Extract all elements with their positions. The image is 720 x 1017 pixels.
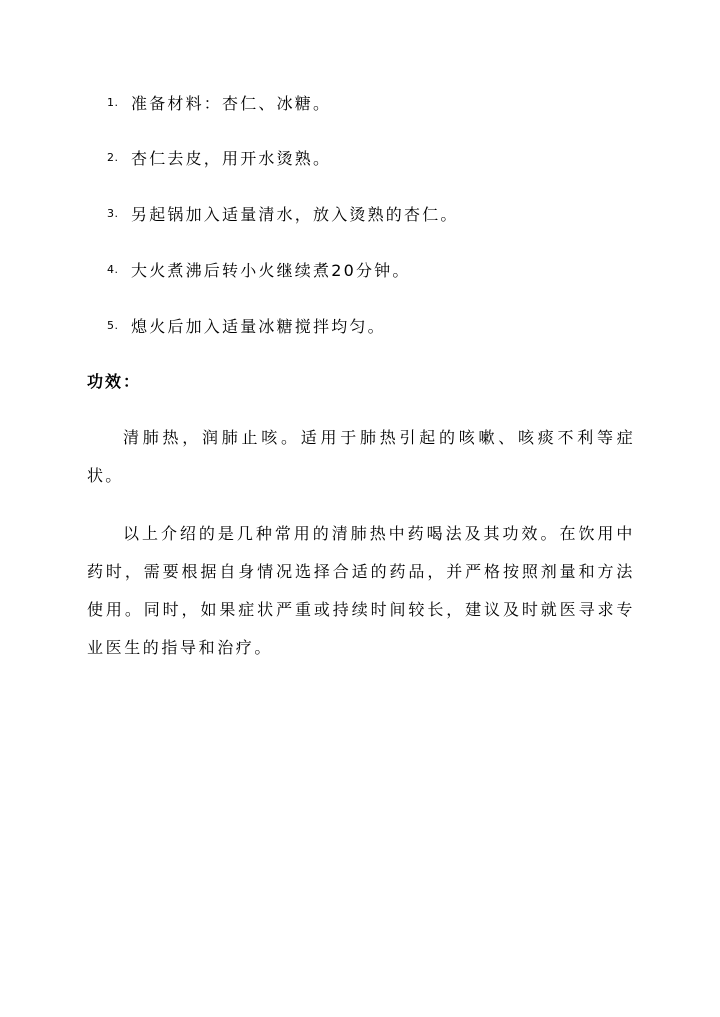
efficacy-heading: 功效： (87, 372, 142, 391)
step-text: 另起锅加入适量清水，放入烫熟的杏仁。 (131, 204, 459, 224)
step-item-4 (107, 257, 411, 281)
step-number: 5. (107, 318, 119, 332)
step-item-5 (107, 313, 386, 337)
step-item-1 (107, 90, 331, 114)
step-text: 大火煮沸后转小火继续煮20分钟。 (131, 260, 411, 280)
step-text: 杏仁去皮，用开水烫熟。 (131, 148, 332, 168)
step-number: 2. (107, 150, 119, 164)
step-number: 4. (107, 262, 119, 276)
efficacy-paragraph: 清肺热，润肺止咳。适用于肺热引起的咳嗽、咳痰不利等症状。 (87, 428, 635, 485)
step-text: 熄火后加入适量冰糖搅拌均匀。 (131, 316, 386, 336)
step-number: 3. (107, 206, 119, 220)
step-item-2 (107, 145, 331, 169)
step-number: 1. (107, 95, 119, 109)
step-text: 准备材料：杏仁、冰糖。 (131, 93, 332, 113)
conclusion-paragraph: 以上介绍的是几种常用的清肺热中药喝法及其功效。在饮用中药时，需要根据自身情况选择合适的药品，并严格按照剂量和方法使用。同时，如果症状严重或持续时间较长，建议及时就医寻求专业医生的指导和治疗。 (87, 524, 635, 657)
step-item-3 (107, 201, 459, 225)
